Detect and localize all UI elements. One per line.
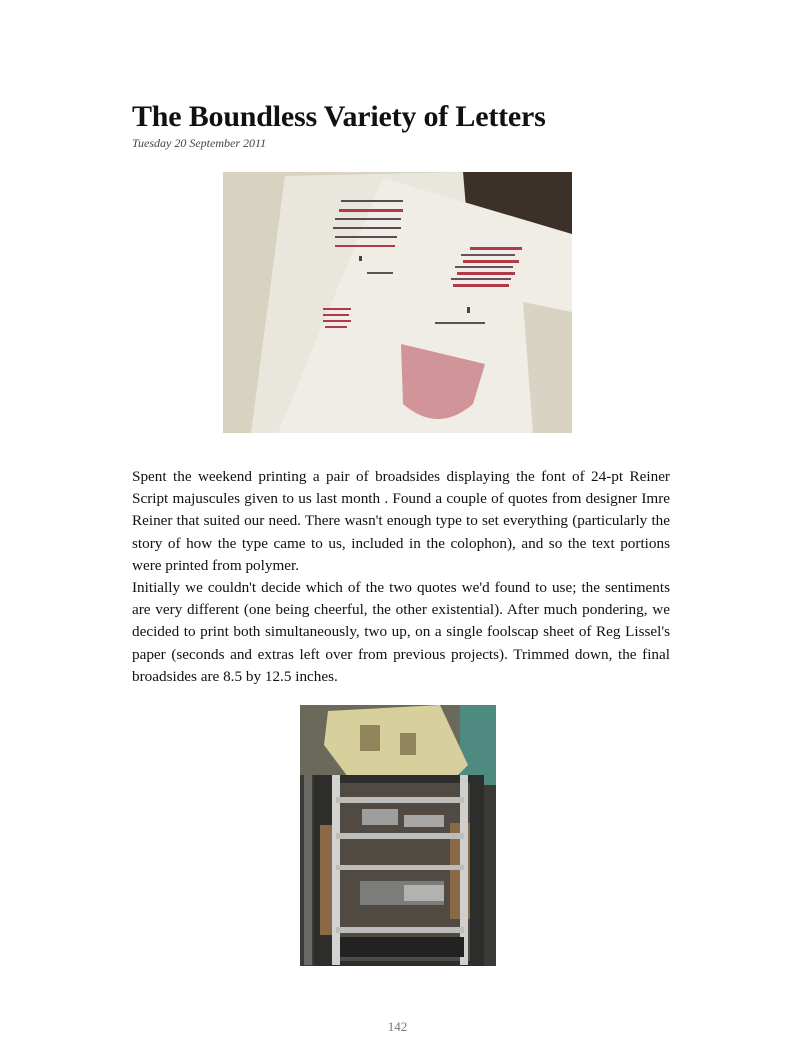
press-bed-photo xyxy=(300,705,496,966)
article-body xyxy=(132,466,670,688)
page-title: The Boundless Variety of Letters xyxy=(132,100,546,133)
post-date: Tuesday 20 September 2011 xyxy=(132,136,267,150)
broadsides-photo xyxy=(223,172,572,433)
paragraph: Spent the weekend printing a pair of broadsides displaying the font of 24-pt Reiner Script majuscules given to us last month . Found a couple of quotes from designer Imre Reiner that suited our need. There wasn't enough type to set everything (particularly the story of how the type came to us, included in the colophon), and so the text portions were printed from polymer. xyxy=(132,468,670,574)
page-number: 142 xyxy=(387,1019,408,1034)
paragraph: Initially we couldn't decide which of the two quotes we'd found to use; the sentiments are very different (one being cheerful, the other existential). After much pondering, we decided to print both simultaneously, two up, on a single foolscap sheet of Reg Lissel's paper (seconds and extras left over from previous projects). Trimmed down, the final broadsides are 8.5 by 12.5 inches. xyxy=(132,579,670,685)
